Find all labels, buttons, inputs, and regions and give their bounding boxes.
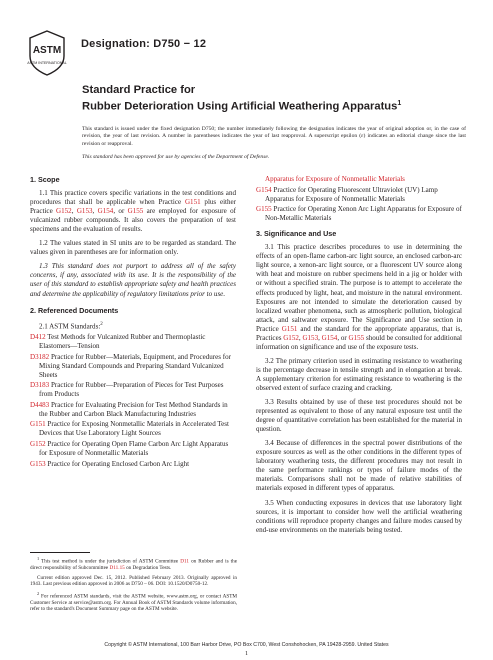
reference-item[interactable]: G151 Practice for Exposing Nonmetallic Materials in Accelerated Test Devices that Use Laboratory Light Sources xyxy=(30,420,229,438)
section-3-heading: 3. Significance and Use xyxy=(256,229,337,239)
footnote-divider xyxy=(30,552,90,553)
link-g152[interactable]: G152 xyxy=(56,207,72,216)
section-2-heading: 2. Referenced Documents xyxy=(30,305,119,315)
astm-logo-icon xyxy=(27,30,67,76)
svg-text:ASTM INTERNATIONAL: ASTM INTERNATIONAL xyxy=(27,61,67,65)
page-number: 1 xyxy=(244,650,249,657)
paragraph-3-5: 3.5 When conducting exposures in devices that use laboratory light sources, it is important to consider how well the artificial weathering conditions will reproduce property changes and failure modes caused by end-use environments on the materials being tested. xyxy=(256,498,462,534)
astm-standards-heading: 2.1 ASTM Standards:$^2$ xyxy=(39,321,103,330)
link-g153[interactable]: G153 xyxy=(302,333,319,342)
paragraph-3-3: 3.3 Results obtained by use of these test procedures should not be represented as equivalent to those of any natural exposure test until the degree of quantitative correlation has been established for the material in question. xyxy=(256,398,462,434)
title-block xyxy=(82,83,462,114)
reference-item[interactable]: D3183 Practice for Rubber—Preparation of Pieces for Test Purposes from Products xyxy=(30,381,224,399)
designation: Designation: D750 − 12 xyxy=(81,38,207,50)
right-column xyxy=(256,175,462,540)
paragraph-1-1: 1.1 This practice covers specific variations in the test conditions and procedures that shall be applicable when Practice G151 plus either Practice G152, G153, G154, or G155 are employed for exposure of vulcanized rubber compounds. It also covers the preparation of test specimens and the evaluation of results. xyxy=(30,189,237,234)
link-g155[interactable]: G155 xyxy=(348,333,365,342)
reference-item[interactable]: G154 Practice for Operating Fluorescent Ultraviolet (UV) Lamp Apparatus for Exposure of Nonmetallic Materials xyxy=(256,185,438,203)
reference-item[interactable]: D412 Test Methods for Vulcanized Rubber and Thermoplastic Elastomers—Tension xyxy=(30,333,206,351)
reference-item[interactable]: G155 Practice for Operating Xenon Arc Light Apparatus for Exposure of Non-Metallic Materials xyxy=(256,205,462,223)
footnote-1: $^1$ This test method is under the jurisdiction of ASTM Committee D11 on Rubber and is the direct responsibility of Subcommittee D11.15 on Degradation Tests. xyxy=(30,556,237,572)
dod-approval-note: This standard has been approved for use by agencies of the Department of Defense. xyxy=(82,154,270,160)
title-line-1: Standard Practice for xyxy=(82,84,196,96)
reference-item[interactable]: D4483 Practice for Evaluating Precision for Test Method Standards in the Rubber and Carbon Black Manufacturing Industries xyxy=(30,400,228,418)
link-g153[interactable]: G153 xyxy=(76,207,93,216)
title-line-2 xyxy=(82,97,462,114)
footnotes xyxy=(30,552,237,616)
paragraph-3-2: 3.2 The primary criterion used in estimating resistance to weathering is the percentage decrease in tensile strength and in elongation at break. A supplementary criterion for estimating resistance to weathering is the observed extent of surface crazing and cracking. xyxy=(256,356,462,392)
document-header xyxy=(27,30,477,78)
paragraph-1-3: 1.3 This standard does not purport to address all of the safety concerns, if any, associated with its use. It is the responsibility of the user of this standard to establish appropriate safety and health practices and determine the applicability of regulatory limitations prior to use. xyxy=(30,262,236,298)
footnote-1-edition: Current edition approved Dec. 15, 2012. Published February 2013. Originally approved in 1943. Last previous edition approved in 2006 as D750 – 06. DOI: 10.1520/D0750-12. xyxy=(30,574,237,588)
paragraph-1-2: 1.2 The values stated in SI units are to be regarded as standard. The values given in parentheses are for information only. xyxy=(30,239,236,257)
copyright-line: Copyright © ASTM International, 100 Barr Harbor Drive, PO Box C700, West Conshohocken, PA 19428-2959. United States xyxy=(104,642,389,648)
paragraph-3-1: 3.1 This practice describes procedures to use in determining the effects of an open-flame carbon-arc light source, an enclosed carbon-arc light source, a xenon-arc light source, or a fluorescent UV source along with heat and moisture on rubber specimens held in a jig or holder with or without a specified strain. The purpose is to attempt to accelerate the effects produced by light, heat, and moisture in the natural environment. Exposures are not intended to simulate the deterioration caused by localized weather phenomena, such as atmospheric pollution, biological attack, and saltwater exposure. The Significance and Use section in Practice G151 and the standard for the appropriate apparatus, that is, Practices G152, G153, G154, or G155 should be consulted for additional information on significance and use of the exposure tests. xyxy=(256,243,462,351)
link-g154[interactable]: G154 xyxy=(321,333,338,342)
svg-text:ASTM: ASTM xyxy=(32,45,62,56)
link-d11[interactable]: D11 xyxy=(180,558,190,565)
footnote-2: $^2$ For referenced ASTM standards, visit the ASTM website, www.astm.org, or contact ASTM Customer Service at service@astm.org. For Annual Book of ASTM Standards volume information, refer to the standard's Document Summary page on the ASTM website. xyxy=(30,590,238,613)
issuance-note: This standard is issued under the fixed designation D750; the number immediately following the designation indicates the year of original adoption or, in the case of revision, the year of last revision. A number in parentheses indicates the year of last reapproval. A superscript epsilon (ε) indicates an editorial change since the last revision or reapproval. xyxy=(82,126,466,147)
link-g155[interactable]: G155 xyxy=(127,207,144,216)
link-g152[interactable]: G152 xyxy=(283,333,299,342)
link-d11-15[interactable]: D11.15 xyxy=(109,565,125,572)
link-g151[interactable]: G151 xyxy=(281,324,298,333)
link-g151[interactable]: G151 xyxy=(184,198,201,207)
reference-item[interactable]: G152 Practice for Operating Open Flame Carbon Arc Light Apparatus for Exposure of Nonmetallic Materials xyxy=(30,440,229,458)
title-text: Rubber Deterioration Using Artificial Weathering Apparatus xyxy=(82,100,398,113)
title-footnote-mark: 1 xyxy=(397,100,402,107)
paragraph-3-4: 3.4 Because of differences in the spectral power distributions of the exposure sources as well as the other conditions in the different types of laboratory weathering tests, the different procedures may not result in the same performance rankings or types of failure modes of the materials. Comparisons shall not be made of relative stabilities of materials exposed in different types of apparatus. xyxy=(256,439,462,493)
section-1-heading: 1. Scope xyxy=(30,175,60,184)
left-column xyxy=(30,175,236,470)
reference-item[interactable]: G153 Practice for Operating Enclosed Carbon Arc Light xyxy=(30,459,190,468)
link-g154[interactable]: G154 xyxy=(97,207,114,216)
reference-item-continued[interactable]: Apparatus for Exposure of Nonmetallic Materials xyxy=(265,175,405,183)
reference-item[interactable]: D3182 Practice for Rubber—Materials, Equipment, and Procedures for Mixing Standard Compounds and Preparing Standard Vulcanized Sheets xyxy=(30,352,231,379)
